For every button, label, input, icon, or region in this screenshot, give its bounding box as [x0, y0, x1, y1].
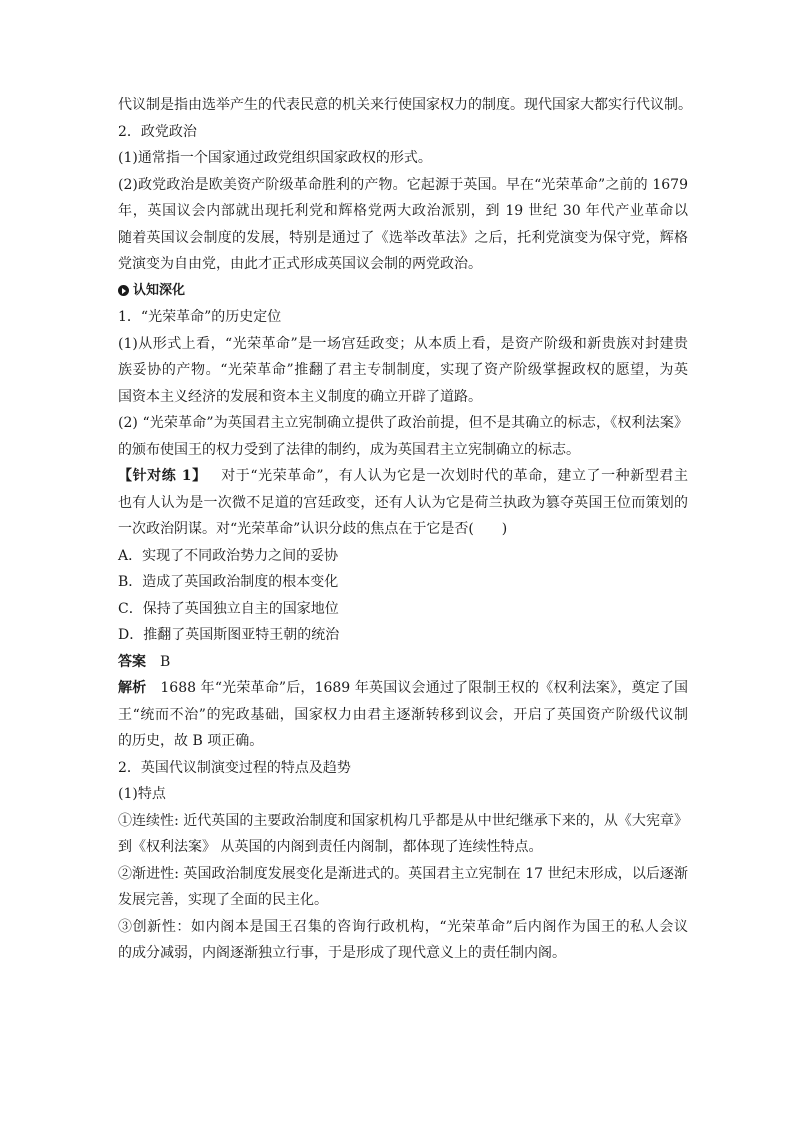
paragraph-line: 的成分减弱，内阁逐渐独立行事，于是形成了现代意义上的责任制内阁。 [118, 945, 566, 961]
play-circle-icon [118, 285, 129, 296]
document-page [118, 92, 692, 967]
analysis-line: 王“统而不治”的宪政基础，国家权力由君主逐渐转移到议会，开启了英国资产阶级代议制 [118, 706, 688, 723]
paragraph-line: 年，英国议会内部就出现托利党和辉格党两大政治派别，到 19 世纪 30 年代产业革命以 [118, 203, 688, 219]
paragraph-line: (2)政党政治是欧美资产阶级革命胜利的产物。它起源于英国。早在“光荣革命”之前的 1679 [118, 176, 688, 193]
option-a: A．实现了不同政治势力之间的妥协 [118, 547, 339, 564]
paragraph-line: (1)特点 [118, 786, 166, 802]
answer-line [118, 649, 688, 676]
paragraph-line: 的颁布使国王的权力受到了法律的制约，成为英国君主立宪制确立的标志。 [118, 441, 580, 458]
paragraph-line: 随着英国议会制度的发展，特别是通过了《选举改革法》之后，托利党演变为保守党，辉格 [118, 229, 688, 246]
practice-question-line: 一次政治阴谋。对“光荣革命”认识分歧的焦点在于它是否( ) [118, 521, 508, 537]
paragraph-line: ②渐进性: 英国政治制度发展变化是渐进式的。英国君主立宪制在 17 世纪末形成，以后逐渐 [118, 865, 688, 882]
option-b: B．造成了英国政治制度的根本变化 [118, 574, 339, 590]
section-heading [118, 278, 688, 305]
paragraph-line: 代议制是指由选举产生的代表民意的机关来行使国家权力的制度。现代国家大都实行代议制。 [118, 97, 692, 113]
paragraph-line: (2) “光荣革命”为英国君主立宪制确立提供了政治前提，但不是其确立的标志，《权利法案》 [118, 415, 688, 431]
subheading-glorious-revolution: 1．“光荣革命”的历史定位 [118, 309, 282, 325]
paragraph-line: 国资本主义经济的发展和资本主义制度的确立开辟了道路。 [118, 388, 482, 405]
analysis-label: 解析 [118, 680, 147, 696]
paragraph-line: ①连续性: 近代英国的主要政治制度和国家机构几乎都是从中世纪继承下来的，从《大宪章》 [118, 812, 688, 829]
paragraph-line: 到《权利法案》 从英国的内阁到责任内阁制，都体现了连续性特点。 [118, 839, 543, 855]
practice-question-text: 对于“光荣革命”，有人认为它是一次划时代的革命，建立了一种新型君主 [220, 468, 688, 484]
answer-label: 答案 [118, 653, 146, 670]
paragraph-line: 党演变为自由党，由此才正式形成英国议会制的两党政治。 [118, 256, 482, 272]
subheading-characteristics: 2．英国代议制演变过程的特点及趋势 [118, 759, 351, 776]
answer-value: B [160, 653, 171, 670]
analysis-line: 的历史，故 B 项正确。 [118, 733, 264, 749]
analysis-text: 1688 年“光荣革命”后，1689 年英国议会通过了限制王权的《权利法案》，奠定了国 [160, 680, 688, 696]
option-d: D．推翻了英国斯图亚特王朝的统治 [118, 627, 340, 643]
option-c: C．保持了英国独立自主的国家地位 [118, 600, 339, 617]
subheading-party-politics: 2．政党政治 [118, 123, 197, 140]
section-heading-label: 认知深化 [133, 282, 186, 298]
paragraph-line: (1)通常指一个国家通过政党组织国家政权的形式。 [118, 150, 432, 166]
paragraph-line: 发展完善，实现了全面的民主化。 [118, 892, 328, 908]
practice-question-line: 也有人认为是一次微不足道的宫廷政变，还有人认为它是荷兰执政为篡夺英国王位而策划的 [118, 494, 688, 511]
paragraph-line: 族妥协的产物。“光荣革命”推翻了君主专制制度，实现了资产阶级掌握政权的愿望，为英 [118, 362, 688, 378]
analysis-line [118, 675, 688, 702]
paragraph-line: ③创新性：如内阁本是国王召集的咨询行政机构，“光荣革命”后内阁作为国王的私人会议 [118, 918, 688, 935]
practice-question-line [118, 463, 688, 490]
practice-tag: 【针对练 1】 [118, 468, 207, 484]
paragraph-line: (1)从形式上看，“光荣革命”是一场宫廷政变；从本质上看，是资产阶级和新贵族对封建贵 [118, 335, 688, 352]
